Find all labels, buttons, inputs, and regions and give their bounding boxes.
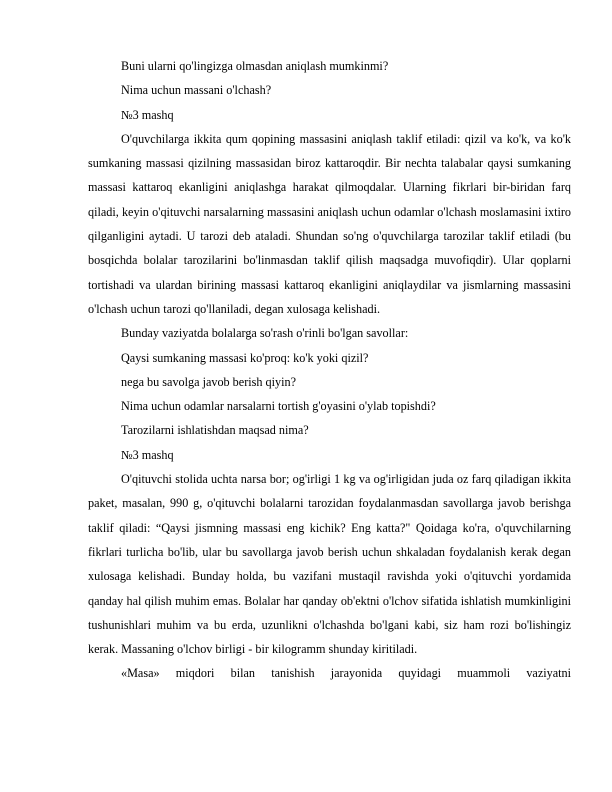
question-line: nega bu savolga javob berish qiyin?	[121, 374, 296, 389]
exercise-heading: №3 mashq	[121, 447, 174, 462]
document-page	[88, 54, 571, 686]
question-intro: Bunday vaziyatda bolalarga so'rash o'rinli bo'lgan savollar:	[121, 326, 409, 341]
question-line: Qaysi sumkaning massasi ko'proq: ko'k yoki qizil?	[121, 350, 369, 365]
body-paragraph: O'quvchilarga ikkita qum qopining massasini aniqlash taklif etiladi: qizil va ko'k, va ko'k sumkaning massasi qizilning massasidan biroz kattaroqdir. Bir nechta talabalar qaysi sumkaning massasi kattaroq ekanligini aniqlashga harakat qilmoqdalar. Ularning fikrlari bir-biridan farq qiladi, keyin o'qituvchi narsalarning massasini aniqlash uchun odamlar o'lchash moslamasini ixtiro qilganligini aytadi. U tarozi deb ataladi. Shundan so'ng o'quvchilarga tarozilar taklif etiladi (bu bosqichda bolalar tarozilarini bo'linmasdan taklif qilish maqsadga muvofiqdir). Ular qoplarni tortishadi va ulardan birining massasi kattaroq ekanligini aniqlaydilar va jismlarning massasini o'lchash uchun tarozi qo'llaniladi, degan xulosaga kelishadi.	[88, 131, 571, 316]
question-line: Nima uchun odamlar narsalarni tortish g'oyasini o'ylab topishdi?	[121, 399, 436, 414]
exercise-heading: №3 mashq	[121, 107, 174, 122]
question-line: Nima uchun massani o'lchash?	[121, 83, 272, 98]
body-paragraph: «Masa» miqdori bilan tanishish jarayonida quyidagi muammoli vaziyatni	[121, 666, 571, 681]
question-line: Buni ularni qo'lingizga olmasdan aniqlash mumkinmi?	[121, 59, 389, 73]
body-paragraph: O'qituvchi stolida uchta narsa bor; og'irligi 1 kg va og'irligidan juda oz farq qiladigan ikkita paket, masalan, 990 g, o'qituvchi bolalarni tarozidan foydalanmasdan savollarga javob berishga taklif qiladi: “Qaysi jismning massasi eng kichik? Eng katta?" Qoidaga ko'ra, o'quvchilarning fikrlari turlicha bo'lib, ular bu savollarga javob berish uchun shkaladan foydalanish kerak degan xulosaga kelishadi. Bunday holda, bu vazifani mustaqil ravishda yoki o'qituvchi yordamida qanday hal qilish muhim emas. Bolalar har qanday ob'ektni o'lchov sifatida ishlatish mumkinligini tushunishlari muhim va bu erda, uzunlikni o'lchashda bo'lgani kabi, siz ham rozi bo'lishingiz kerak. Massaning o'lchov birligi - bir kilogramm shunday kiritiladi.	[88, 472, 571, 657]
question-line: Tarozilarni ishlatishdan maqsad nima?	[121, 423, 309, 438]
